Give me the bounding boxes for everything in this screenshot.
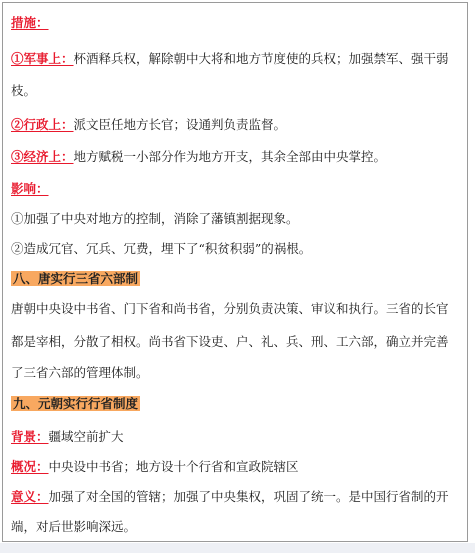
overview-label: 概况： (11, 459, 49, 474)
yuan-heading-text: 九、元朝实行行省制度 (13, 396, 139, 411)
economic-text: 地方赋税一小部分作为地方开支，其余全部由中央掌控。 (73, 149, 387, 164)
military-text-2: 枝。 (11, 83, 37, 98)
impact-heading-text: 影响： (11, 181, 49, 196)
bottom-strip (0, 543, 475, 553)
significance-line (11, 489, 449, 505)
overview-text: 中央设中书省；地方设十个行省和宣政院辖区 (48, 459, 299, 474)
significance-text: 加强了对全国的管辖；加强了中央集权，巩固了统一。是中国行省制的开 (48, 489, 449, 504)
economic-line (11, 149, 386, 165)
military-line (11, 51, 449, 67)
impact-item-2: ②造成冗官、冗兵、冗费，埋下了“积贫积弱”的祸根。 (11, 241, 312, 256)
tang-paragraph-line-3: 了三省六部的管理体制。 (11, 365, 149, 380)
background-text: 疆域空前扩大 (48, 429, 124, 444)
measures-heading-text: 措施： (11, 15, 49, 30)
administrative-label: ②行政上： (11, 117, 74, 132)
administrative-line (11, 117, 286, 133)
background-line (11, 429, 124, 445)
military-line-2 (11, 83, 36, 99)
military-text: 杯酒释兵权，解除朝中大将和地方节度使的兵权；加强禁军、强干弱 (73, 51, 449, 66)
significance-label: 意义： (11, 489, 49, 504)
impact-heading (11, 181, 49, 197)
tang-paragraph-line-1: 唐朝中央设中书省、门下省和尚书省，分别负责决策、审议和执行。三省的长官 (11, 301, 449, 316)
administrative-text: 派文臣任地方长官；设通判负责监督。 (73, 117, 287, 132)
tang-heading-text: 八、唐实行三省六部制 (13, 271, 139, 286)
tang-paragraph-line-2: 都是宰相，分散了相权。尚书省下设吏、户、礼、兵、刑、工六部，确立并完善 (11, 334, 449, 349)
significance-line-2: 端，对后世影响深远。 (11, 519, 137, 534)
impact-item-1: ①加强了中央对地方的控制，消除了藩镇割据现象。 (11, 211, 299, 226)
tang-heading (11, 271, 140, 287)
overview-line (11, 459, 299, 475)
background-label: 背景： (11, 429, 49, 444)
measures-heading (11, 15, 49, 31)
yuan-heading (11, 396, 140, 412)
military-label: ①军事上： (11, 51, 74, 66)
economic-label: ③经济上： (11, 149, 74, 164)
document-page (2, 2, 468, 542)
